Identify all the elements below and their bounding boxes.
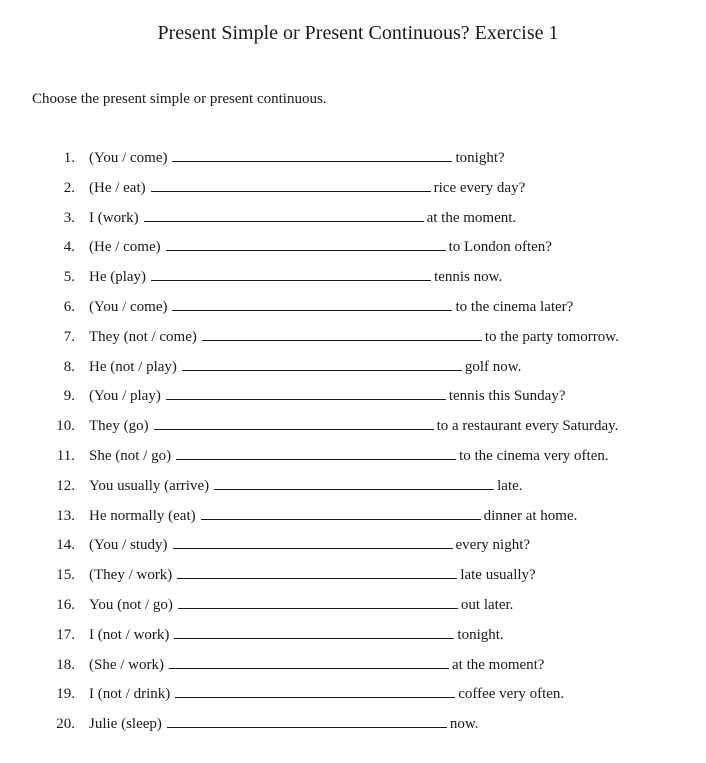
- item-body: [89, 296, 573, 318]
- item-body: [89, 207, 516, 229]
- item-rest: to the party tomorrow.: [484, 328, 619, 345]
- exercise-list: [0, 147, 706, 743]
- item-rest: golf now.: [464, 358, 522, 375]
- item-prompt: He (not / play): [89, 358, 177, 375]
- item-body: [89, 415, 618, 437]
- exercise-item: [0, 415, 706, 445]
- item-prompt: (He / come): [89, 239, 161, 256]
- item-body: [89, 445, 609, 467]
- item-number: 5.: [63, 269, 75, 286]
- item-number: 1.: [63, 150, 75, 166]
- item-rest: tonight?: [455, 150, 505, 166]
- answer-blank[interactable]: [151, 177, 431, 192]
- item-prompt: I (not / drink): [89, 686, 171, 703]
- instructions: Choose the present simple or present continuous.: [32, 91, 327, 107]
- item-number: 13.: [56, 507, 75, 524]
- item-number: 11.: [56, 447, 75, 464]
- item-rest: every night?: [455, 537, 531, 554]
- item-body: [89, 564, 536, 586]
- item-body: [89, 177, 525, 199]
- item-body: [89, 534, 530, 556]
- exercise-item: [0, 385, 706, 415]
- exercise-item: [0, 624, 706, 654]
- exercise-item: [0, 564, 706, 594]
- item-prompt: (You / play): [89, 388, 161, 405]
- item-rest: to the cinema later?: [455, 298, 574, 315]
- item-rest: out later.: [460, 596, 514, 613]
- item-prompt: (They / work): [89, 567, 173, 584]
- item-number: 15.: [56, 567, 75, 584]
- answer-blank[interactable]: [201, 505, 481, 520]
- exercise-item: [0, 236, 706, 266]
- item-rest: dinner at home.: [483, 507, 578, 524]
- exercise-item: [0, 505, 706, 535]
- item-body: [89, 236, 552, 258]
- exercise-item: [0, 654, 706, 684]
- item-number: 16.: [56, 596, 75, 613]
- item-rest: late usually?: [460, 567, 536, 584]
- item-number: 10.: [56, 418, 75, 435]
- answer-blank[interactable]: [202, 326, 482, 341]
- item-prompt: I (work): [89, 209, 139, 226]
- item-rest: coffee very often.: [458, 686, 565, 703]
- page-title: Present Simple or Present Continuous? Exercise 1: [157, 22, 559, 44]
- item-rest: at the moment?: [452, 656, 545, 673]
- item-body: [89, 713, 479, 735]
- answer-blank[interactable]: [166, 385, 446, 400]
- item-prompt: They (not / come): [89, 328, 197, 345]
- answer-blank[interactable]: [173, 534, 453, 549]
- item-rest: at the moment.: [426, 209, 517, 226]
- item-body: [89, 654, 544, 676]
- exercise-item: [0, 296, 706, 326]
- item-number: 19.: [56, 686, 75, 703]
- exercise-item: [0, 356, 706, 386]
- exercise-item: [0, 475, 706, 505]
- answer-blank[interactable]: [166, 236, 446, 251]
- item-body: [89, 356, 521, 378]
- item-number: 8.: [63, 358, 75, 375]
- item-rest: to London often?: [448, 239, 552, 256]
- item-body: [89, 683, 564, 705]
- item-number: 20.: [56, 716, 75, 733]
- answer-blank[interactable]: [182, 356, 462, 371]
- item-prompt: She (not / go): [89, 447, 172, 464]
- answer-blank[interactable]: [169, 654, 449, 669]
- item-body: [89, 475, 523, 497]
- answer-blank[interactable]: [176, 445, 456, 460]
- item-number: 6.: [63, 298, 75, 315]
- item-prompt: They (go): [89, 418, 149, 435]
- item-rest: late.: [497, 477, 523, 494]
- answer-blank[interactable]: [154, 415, 434, 430]
- item-number: 2.: [63, 179, 75, 196]
- item-rest: rice every day?: [433, 179, 526, 196]
- item-prompt: You (not / go): [89, 596, 173, 613]
- answer-blank[interactable]: [214, 475, 494, 490]
- item-rest: tennis now.: [434, 269, 503, 286]
- item-number: 12.: [56, 477, 75, 494]
- item-prompt: (She / work): [89, 656, 164, 673]
- exercise-item: [0, 713, 706, 743]
- answer-blank[interactable]: [175, 683, 455, 698]
- item-prompt: He (play): [89, 269, 147, 286]
- answer-blank[interactable]: [172, 147, 452, 162]
- item-number: 4.: [63, 239, 75, 256]
- item-rest: to the cinema very often.: [459, 447, 609, 464]
- exercise-item: [0, 326, 706, 356]
- exercise-item: [0, 683, 706, 713]
- item-rest: tennis this Sunday?: [448, 388, 566, 405]
- answer-blank[interactable]: [144, 207, 424, 222]
- item-number: 9.: [63, 388, 75, 405]
- item-body: [89, 624, 504, 646]
- item-body: [89, 505, 577, 527]
- item-body: [89, 266, 502, 288]
- item-number: 14.: [56, 537, 75, 554]
- item-body: [89, 594, 513, 616]
- exercise-item: [0, 594, 706, 624]
- exercise-item: [0, 207, 706, 237]
- item-prompt: You usually (arrive): [89, 477, 210, 494]
- answer-blank[interactable]: [174, 624, 454, 639]
- item-prompt: He normally (eat): [89, 507, 196, 524]
- answer-blank[interactable]: [177, 564, 457, 579]
- item-prompt: (He / eat): [89, 179, 146, 196]
- answer-blank[interactable]: [172, 296, 452, 311]
- answer-blank[interactable]: [178, 594, 458, 609]
- item-body: [89, 326, 619, 348]
- exercise-item: [0, 534, 706, 564]
- answer-blank[interactable]: [151, 266, 431, 281]
- item-rest: now.: [449, 716, 479, 733]
- item-number: 18.: [56, 656, 75, 673]
- item-rest: tonight.: [457, 626, 504, 643]
- exercise-item: [0, 266, 706, 296]
- item-number: 7.: [63, 328, 75, 345]
- exercise-item: [0, 445, 706, 475]
- item-prompt: (You / come): [89, 298, 168, 315]
- answer-blank[interactable]: [167, 713, 447, 728]
- exercise-item: [0, 147, 706, 177]
- item-prompt: (You / study): [89, 537, 168, 554]
- item-body: [89, 385, 566, 407]
- item-number: 17.: [56, 626, 75, 643]
- item-prompt: (You / come): [89, 150, 168, 166]
- item-prompt: I (not / work): [89, 626, 170, 643]
- item-prompt: Julie (sleep): [89, 716, 162, 733]
- exercise-item: [0, 177, 706, 207]
- item-number: 3.: [63, 209, 75, 226]
- item-body: [89, 147, 505, 169]
- item-rest: to a restaurant every Saturday.: [436, 418, 619, 435]
